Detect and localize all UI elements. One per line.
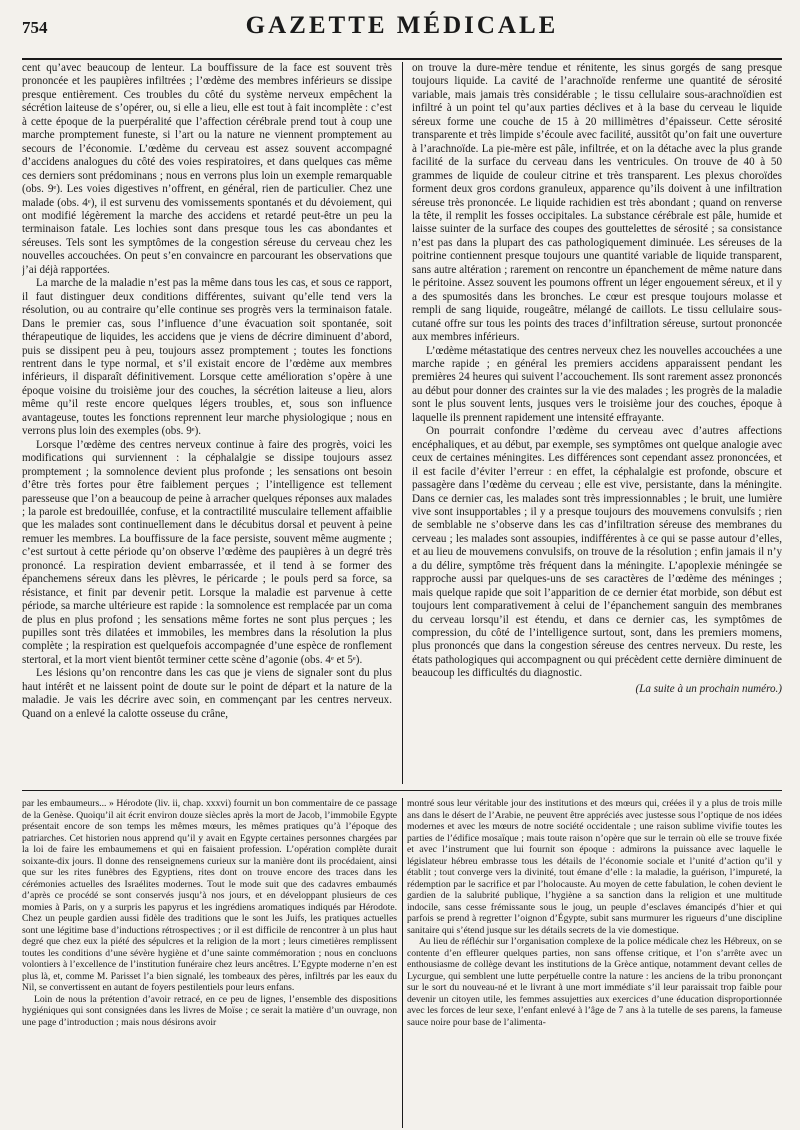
paragraph: on trouve la dure-mère tendue et rénitente, les sinus gorgés de sang presque toujours liquide. La cavité de l’arachnoïde renferme une quantité de sérosité variable, mais jamais très considérable ; le tissu cellulaire sous-arachnoïdien est infiltré à un point tel qu’aux parties déclives et à la base du cerveau le liquide séreux forme une couche de 15 à 20 millimètres d’épaisseur. Cette sérosité transparente et très limpide s’écoule avec facilité, aussitôt qu’on fait une ouverture à l’arachnoïde. La pie-mère est pâle, infiltrée, et on la détache avec la plus grande facilité de la surface du cerveau dans les ventricules. On trouve de 40 à 50 grammes de liquide de couleur citrine et très transparent. Les plexus choroïdes forment deux gros cordons granuleux, apparence qu’ils doivent à une infiltration séreuse très prononcée. Le liquide rachidien est très abondant ; quand on renverse la tête, il remplit les fosses occipitales. La substance cérébrale est pâle, humide et laisse suinter de la surface des coupes des gouttelettes de sérosité ; sa consistance n’est pas dans la plupart des cas pathologiquement diminuée. Les séreuses de la poitrine contiennent presque toujours une quantité variable de liquide transparent, sans autre altération ; rarement on rencontre un épanchement de même nature dans le péritoine. Assez souvent les poumons offrent un léger engouement séreux, et il y a des spumosités dans les bronches. Le cœur est presque toujours molasse et rempli de sang liquide, rougeâtre, mélangé de caillots. Le tissu cellulaire sous-cutané offre sur tous les points des traces d’infiltration séreuse, surtout prononcée aux membres inférieurs. (412, 62, 782, 344)
footnote-paragraph: Loin de nous la prétention d’avoir retracé, en ce peu de lignes, l’ensemble des dispositions hygiéniques qui sont consignées dans les livres de Moïse ; ce serait la matière d’un ouvrage, non une page d’introduction ; mais nous désirons avoir (22, 993, 397, 1028)
column-divider (402, 62, 403, 784)
header-rule (22, 58, 782, 60)
paragraph: Les lésions qu’on rencontre dans les cas que je viens de signaler sont du plus haut intérêt et ne laissent point de doute sur le point de départ et la nature de la maladie. Je vais les décrire avec soin, en commençant par les centres nerveux. Quand on a enlevé la calotte osseuse du crâne, (22, 667, 392, 720)
paragraph: cent qu’avec beaucoup de lenteur. La bouffissure de la face est souvent très prononcée et les paupières infiltrées ; l’œdème des membres inférieurs se dissipe presque entièrement. Ces troubles du côté du système nerveux empêchent la sécrétion laiteuse de s’opérer, ou, si elle a lieu, elle est tout à fait incomplète : c’est à cette époque de la puerpéralité que l’affection cérébrale prend tout à coup une marche promptement funeste, si l’art ou la nature ne viennent promptement au secours de l’économie. L’œdème du cerveau est assez souvent accompagné d’accidens analogues du côté des voies respiratoires, et dans quelques cas même ces derniers sont prédominans ; nous en verrons plus loin un exemple remarquable (obs. 9ᵉ). Les voies digestives n’offrent, en général, rien de particulier. Chez une malade (obs. 4ᵉ), il est survenu des vomissements spontanés et du dévoiement, qui ont modifié légèrement la marche des accidens et retardé peut-être un peu la terminaison fatale. Les lochies sont dans presque tous les cas abondantes et séreuses. Tels sont les symptômes de la congestion séreuse du cerveau chez les nouvelles accouchées. On peut s’en convaincre en parcourant les observations que j’ai déjà rapportées. (22, 62, 392, 276)
main-column-left (22, 62, 392, 784)
main-text (22, 62, 782, 784)
footnote-column-right (407, 798, 782, 1128)
paragraph: L’œdème métastatique des centres nerveux chez les nouvelles accouchées a une marche rapide ; en général les premiers accidens apparaissent pendant les premières 24 heures qui suivent l’accouchement. Ils sont rarement assez prononcés au début pour donner des craintes sur la vie des malades ; les progrès de la maladie sont le plus souvent lents, jusques vers le troisième jour des couches, époque à laquelle ils prennent rapidement une intensité effrayante. (412, 344, 782, 424)
page-number: 754 (22, 18, 48, 37)
paragraph: Lorsque l’œdème des centres nerveux continue à faire des progrès, voici les modifications qui surviennent : la céphalalgie se dissipe toujours assez promptement ; la somnolence devient plus profonde ; les sensations ont besoin d’être très fortes pour être faiblement perçues ; l’intelligence est tellement paresseuse que l’on a beaucoup de peine à arracher quelques réponses aux malades ; la parole est bredouillée, confuse, et la contractilité musculaire tellement affaiblie que les malades sont continuellement dans le décubitus dorsal et peuvent à peine remuer les membres. La bouffissure de la face persiste, souvent même augmente ; c’est surtout à cette période qu’on observe l’œdème des paupières à un degré très prononcé. La respiration devient embarrassée, et il tend à se former des épanchemens séreux dans les plèvres, le péricarde ; le pouls perd sa force, sa résistance, et finit par devenir petit. Lorsque la maladie est parvenue à cette période, sa marche ultérieure est rapide : la somnolence est remplacée par un coma de plus en plus profond ; les sensations même fortes ne sont plus perçues ; les pupilles sont très dilatées et immobiles, les membres dans la résolution la plus complète ; la respiration est quelquefois accompagnée d’une espèce de ronflement stertoral, et la mort vient bientôt terminer cette scène d’agonie (obs. 4ᵉ et 5ᵉ). (22, 438, 392, 666)
paragraph: On pourrait confondre l’œdème du cerveau avec d’autres affections encéphaliques, et au début, par exemple, ses symptômes ont quelque analogie avec ceux de certaines méningites. Les différences sont cependant assez prononcées, et il est facile d’éviter l’erreur : en effet, la céphalalgie est profonde, obscure et passagère dans l’œdème du cerveau ; elle est vive, persistante, dans la méningite. Dans ce dernier cas, les malades sont très impressionnables ; le bruit, une lumière vive sont insupportables ; il y a presque toujours des mouvemens convulsifs ; rien de semblable ne s’observe dans les cas d’infiltration séreuse des membranes du cerveau ; les malades sont assoupies, indifférentes à ce qui se passe autour d’elles, et au lieu de mouvemens convulsifs, on trouve de la résolution ; enfin jamais il n’y a du délire, symptôme très fréquent dans la méningite. L’apoplexie méningée se rapproche aussi par quelques-uns de ses caractères de l’œdème des méninges ; mais quelque rapide que soit l’apparition de ce dernier état morbide, son début est toujours lent comparativement à celui de l’épanchement sanguin des membranes du cerveau lorsqu’il est étendu, et dans ce dernier cas, les symptômes de compression, du côté de l’intelligence surtout, sont, dans les premiers momens, plus prononcés que dans la congestion séreuse des centres nerveux. Du reste, les états pathologiques qui accompagnent ou qui précèdent cette dernière diminuent de beaucoup les difficultés du diagnostic. (412, 425, 782, 680)
continued-note: (La suite à un prochain numéro.) (635, 682, 782, 695)
footnote-column-left (22, 798, 397, 1128)
paragraph: La marche de la maladie n’est pas la même dans tous les cas, et sous ce rapport, il faut distinguer deux conditions différentes, suivant qu’elle tend vers la résolution, ou au contraire qu’elle continue ses progrès vers la terminaison fatale. Dans le premier cas, sous l’influence d’une évacuation soit spontanée, soit thérapeutique de liquides, les accidens que je viens de décrire diminuent d’abord, puis se dissipent peu à peu, toujours assez promptement ; toutes les fonctions rentrent dans le type normal, et s’il existait encore de l’œdème aux membres inférieurs, il disparaît définitivement. Lorsque cette amélioration s’opère à une époque voisine du troisième jour des couches, la sécrétion laiteuse a lieu, alors même qu’il reste encore quelques légers troubles, et, sous son influence avantageuse, toutes les fonctions reprennent leur marche physiologique ; nous en verrons plus loin des exemples (obs. 9ᵉ). (22, 277, 392, 438)
page-header (22, 4, 782, 52)
main-column-right (412, 62, 782, 784)
footnote-paragraph: Au lieu de réfléchir sur l’organisation complexe de la police médicale chez les Hébreux, on se contente d’en effleurer quelques parties, non sans offense critique, et l’on s’arrête avec un enthousiasme de collège devant les institutions de la Grèce antique, notamment devant celles de Lycurgue, qui semblent une lutte perpétuelle contre la nature : les anciens de la tribu prononçant sur le sort du nouveau-né et le livrant à une mort immédiate s’il leur paraissait trop faible pour devenir un citoyen utile, les femmes assujetties aux exercices d’une éducation disproportionnée avec les forces de leur sexe, l’enfant enlevé à l’âge de 7 ans à la tutelle de ses parens, la fameuse sauce noire pour base de l’alimenta- (407, 936, 782, 1028)
footnote-paragraph: montré sous leur véritable jour des institutions et des mœurs qui, créées il y a plus de trois mille ans dans le désert de l’Arabie, ne peuvent être appréciés avec justesse sous l’optique de nos idées modernes et avec les mœurs de notre société occidentale ; une raison sublime vivifie toutes les parties de l’édifice mosaïque ; mais toute raison n’opère que sur le terrain où elle se trouve fixée et avec l’instrument que lui fournit son époque : admirons la puissance avec laquelle le législateur hébreu embrasse tous les détails de l’économie sociale et l’unité d’action qu’il y établit ; tout converge vers la divinité, tout émane d’elle : la maladie, la guérison, l’impureté, la rédemption par le sacrifice et par l’holocauste. Au moyen de cette fabulation, le cohen devient le gardien de la salubrité publique, l’hygiène a sa sanction dans la religion et une multitude indocile, sans cesse frémissante sous le joug, un peuple d’esclaves émancipés d’hier et qui parfois se prend à regretter l’oignon d’Égypte, subit sans murmurer les rigueurs d’une discipline sanitaire qui s’étend jusque sur les détails secrets de la vie domestique. (407, 798, 782, 936)
page-title: GAZETTE MÉDICALE (245, 12, 559, 39)
footnotes (22, 798, 782, 1128)
footnote-paragraph: par les embaumeurs... » Hérodote (liv. ii, chap. xxxvi) fournit un bon commentaire de ce passage de la Genèse. Quoiqu’il ait écrit environ douze siècles après la mort de Jacob, l’immobile Egypte présentait encore de son temps les mêmes mœurs, les mêmes pratiques qu’à l’époque des patriarches. Cet historien nous apprend qu’il y avait en Egypte certaines personnes chargées par la loi de faire les embaumemens et qui en faisaient profession. L’opération complète durait soixante-dix jours. Il donne des renseignemens curieux sur la manière dont ils procédaient, ainsi que sur les rites funèbres des Egyptiens, rites dont on trouve encore des traces dans les cérémonies actuelles des Israélites modernes. Tout le mode suit que des cadavres embaumés d’après ce procédé se sont conservés jusqu’à nos jours, et en développant plusieurs de ces momies à Paris, on y a surpris les papyrus et les ingrédiens aromatiques indiqués par Hérodote. Chez un peuple gardien aussi fidèle des traditions que le sont les Juifs, les pratiques actuelles sont une légitime base d’inductions rétrospectives ; or il est difficile de rencontrer à un plus haut degré que chez eux la piété des sépulcres et la religion de la mort ; leurs cimetières remplissent toutes les conditions d’une sévère hygiène et d’une sainte commémoration ; nous en concluons volontiers à l’excellence de l’institution funéraire chez leurs ancêtres. L’Egypte moderne n’en est plus là, et, comme M. Parisset l’a bien signalé, les tombeaux des pères, infiltrés par les eaux du Nil, se convertissent en autant de foyers pestilentiels pour leurs enfans. (22, 798, 397, 993)
footnote-column-divider (402, 798, 403, 1128)
footnote-rule (22, 790, 782, 791)
